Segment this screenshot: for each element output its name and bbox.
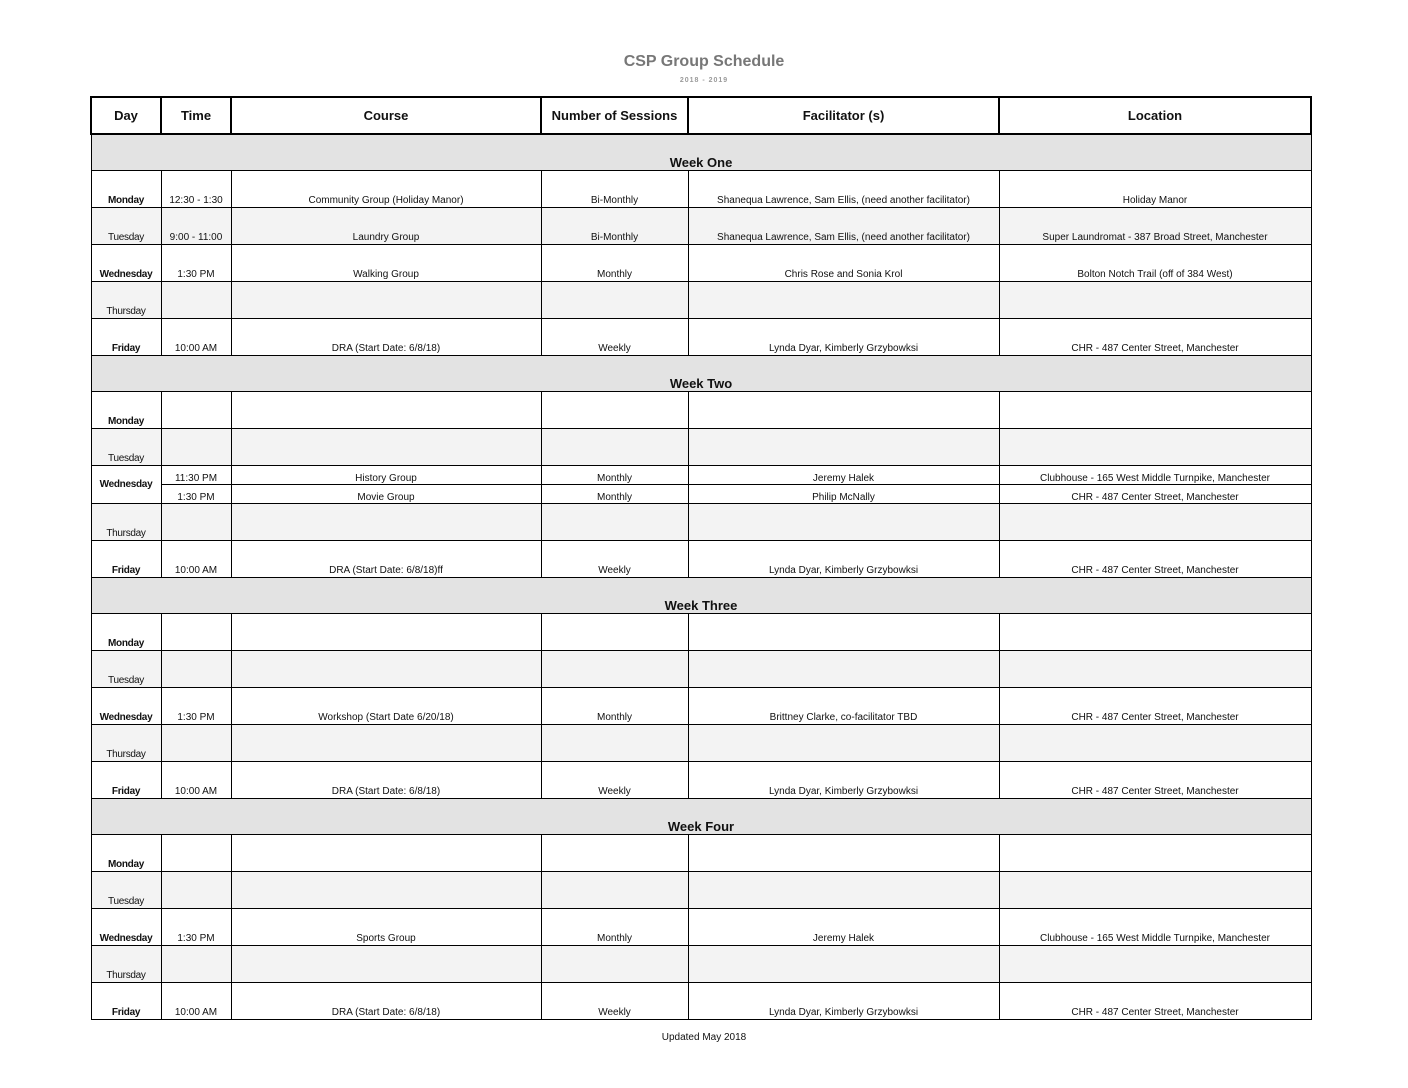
facilitator-cell: Chris Rose and Sonia Krol [688, 245, 999, 282]
week-header [91, 578, 1311, 614]
sessions-cell: Monthly [541, 466, 688, 485]
week-title: Week Three [91, 578, 1311, 614]
day-cell: Tuesday [91, 429, 161, 466]
location-cell [999, 614, 1311, 651]
sessions-cell [541, 614, 688, 651]
course-cell: History Group [231, 466, 541, 485]
course-cell: DRA (Start Date: 6/8/18) [231, 983, 541, 1020]
table-row [91, 392, 1311, 429]
time-cell [161, 872, 231, 909]
sessions-cell [541, 872, 688, 909]
week-header [91, 134, 1311, 171]
course-cell [231, 282, 541, 319]
day-cell: Tuesday [91, 208, 161, 245]
location-cell: CHR - 487 Center Street, Manchester [999, 762, 1311, 799]
day-cell: Friday [91, 319, 161, 356]
location-cell: CHR - 487 Center Street, Manchester [999, 485, 1311, 504]
day-cell: Tuesday [91, 872, 161, 909]
header-time: Time [161, 97, 231, 134]
course-cell [231, 872, 541, 909]
course-cell: Sports Group [231, 909, 541, 946]
sessions-cell [541, 835, 688, 872]
table-row [91, 282, 1311, 319]
location-cell [999, 835, 1311, 872]
facilitator-cell [688, 725, 999, 762]
location-cell [999, 651, 1311, 688]
header-course: Course [231, 97, 541, 134]
sessions-cell [541, 504, 688, 541]
sessions-cell: Weekly [541, 319, 688, 356]
sessions-cell: Monthly [541, 245, 688, 282]
time-cell [161, 429, 231, 466]
updated-footer: Updated May 2018 [661, 1032, 747, 1043]
header-day: Day [91, 97, 161, 134]
sessions-cell: Weekly [541, 541, 688, 578]
facilitator-cell [688, 282, 999, 319]
table-row [91, 946, 1311, 983]
course-cell: Workshop (Start Date 6/20/18) [231, 688, 541, 725]
table-row [91, 466, 1311, 485]
day-cell: Monday [91, 835, 161, 872]
location-cell: Bolton Notch Trail (off of 384 West) [999, 245, 1311, 282]
table-row [91, 429, 1311, 466]
week-header [91, 356, 1311, 392]
sessions-cell [541, 282, 688, 319]
time-cell: 1:30 PM [161, 909, 231, 946]
day-cell: Tuesday [91, 651, 161, 688]
table-row [91, 208, 1311, 245]
facilitator-cell: Brittney Clarke, co-facilitator TBD [688, 688, 999, 725]
table-row [91, 762, 1311, 799]
time-cell [161, 725, 231, 762]
facilitator-cell: Lynda Dyar, Kimberly Grzybowksi [688, 983, 999, 1020]
table-row [91, 614, 1311, 651]
facilitator-cell: Lynda Dyar, Kimberly Grzybowksi [688, 541, 999, 578]
facilitator-cell [688, 614, 999, 651]
facilitator-cell: Shanequa Lawrence, Sam Ellis, (need another facilitator) [688, 208, 999, 245]
header-row [91, 97, 1311, 134]
facilitator-cell [688, 651, 999, 688]
time-cell [161, 651, 231, 688]
week-title: Week Four [91, 799, 1311, 835]
location-cell: CHR - 487 Center Street, Manchester [999, 541, 1311, 578]
location-cell: Holiday Manor [999, 171, 1311, 208]
course-cell: Movie Group [231, 485, 541, 504]
course-cell: Laundry Group [231, 208, 541, 245]
location-cell: Clubhouse - 165 West Middle Turnpike, Manchester [999, 909, 1311, 946]
week-title: Week One [91, 134, 1311, 171]
facilitator-cell [688, 429, 999, 466]
course-cell: Walking Group [231, 245, 541, 282]
table-row [91, 541, 1311, 578]
table-row [91, 872, 1311, 909]
table-row [91, 319, 1311, 356]
day-cell: Wednesday [91, 466, 161, 504]
location-cell [999, 282, 1311, 319]
time-cell [161, 614, 231, 651]
facilitator-cell: Lynda Dyar, Kimberly Grzybowksi [688, 319, 999, 356]
time-cell: 11:30 PM [161, 466, 231, 485]
location-cell: CHR - 487 Center Street, Manchester [999, 319, 1311, 356]
day-cell: Wednesday [91, 688, 161, 725]
course-cell [231, 835, 541, 872]
time-cell [161, 282, 231, 319]
table-row [91, 504, 1311, 541]
time-cell: 1:30 PM [161, 485, 231, 504]
facilitator-cell: Jeremy Halek [688, 909, 999, 946]
location-cell: CHR - 487 Center Street, Manchester [999, 983, 1311, 1020]
table-row [91, 725, 1311, 762]
time-cell [161, 392, 231, 429]
facilitator-cell [688, 504, 999, 541]
course-cell [231, 504, 541, 541]
facilitator-cell: Philip McNally [688, 485, 999, 504]
course-cell [231, 392, 541, 429]
time-cell: 10:00 AM [161, 541, 231, 578]
table-row [91, 835, 1311, 872]
day-cell: Monday [91, 392, 161, 429]
facilitator-cell [688, 835, 999, 872]
day-cell: Monday [91, 171, 161, 208]
location-cell [999, 725, 1311, 762]
time-cell: 1:30 PM [161, 688, 231, 725]
course-cell [231, 429, 541, 466]
week-header [91, 799, 1311, 835]
location-cell: Super Laundromat - 387 Broad Street, Manchester [999, 208, 1311, 245]
location-cell [999, 504, 1311, 541]
course-cell [231, 651, 541, 688]
table-row [91, 171, 1311, 208]
sessions-cell [541, 429, 688, 466]
table-row [91, 688, 1311, 725]
sessions-cell: Bi-Monthly [541, 171, 688, 208]
facilitator-cell: Jeremy Halek [688, 466, 999, 485]
header-sessions: Number of Sessions [541, 97, 688, 134]
sessions-cell [541, 946, 688, 983]
location-cell: CHR - 487 Center Street, Manchester [999, 688, 1311, 725]
week-title: Week Two [91, 356, 1311, 392]
day-cell: Monday [91, 614, 161, 651]
sessions-cell: Monthly [541, 688, 688, 725]
day-cell: Thursday [91, 946, 161, 983]
day-cell: Wednesday [91, 245, 161, 282]
time-cell: 10:00 AM [161, 762, 231, 799]
time-cell: 9:00 - 11:00 [161, 208, 231, 245]
course-cell: DRA (Start Date: 6/8/18)ff [231, 541, 541, 578]
facilitator-cell [688, 872, 999, 909]
facilitator-cell: Shanequa Lawrence, Sam Ellis, (need another facilitator) [688, 171, 999, 208]
day-cell: Thursday [91, 504, 161, 541]
schedule-subtitle: 2018 - 2019 [679, 77, 729, 84]
location-cell [999, 429, 1311, 466]
course-cell: DRA (Start Date: 6/8/18) [231, 762, 541, 799]
table-row [91, 245, 1311, 282]
table-row [91, 485, 1311, 504]
time-cell: 1:30 PM [161, 245, 231, 282]
location-cell [999, 872, 1311, 909]
course-cell [231, 725, 541, 762]
facilitator-cell [688, 392, 999, 429]
location-cell: Clubhouse - 165 West Middle Turnpike, Manchester [999, 466, 1311, 485]
sessions-cell: Bi-Monthly [541, 208, 688, 245]
header-location: Location [999, 97, 1311, 134]
day-cell: Thursday [91, 725, 161, 762]
course-cell [231, 946, 541, 983]
time-cell: 10:00 AM [161, 983, 231, 1020]
location-cell [999, 392, 1311, 429]
location-cell [999, 946, 1311, 983]
time-cell [161, 946, 231, 983]
sessions-cell: Monthly [541, 485, 688, 504]
day-cell: Friday [91, 983, 161, 1020]
facilitator-cell: Lynda Dyar, Kimberly Grzybowksi [688, 762, 999, 799]
sessions-cell: Weekly [541, 983, 688, 1020]
schedule-table [90, 96, 1312, 1020]
course-cell [231, 614, 541, 651]
table-row [91, 651, 1311, 688]
day-cell: Friday [91, 541, 161, 578]
time-cell [161, 835, 231, 872]
time-cell: 12:30 - 1:30 [161, 171, 231, 208]
header-facilitator: Facilitator (s) [688, 97, 999, 134]
sessions-cell [541, 651, 688, 688]
sessions-cell [541, 392, 688, 429]
day-cell: Friday [91, 762, 161, 799]
schedule-title: CSP Group Schedule [623, 53, 785, 70]
table-row [91, 983, 1311, 1020]
sessions-cell: Monthly [541, 909, 688, 946]
course-cell: Community Group (Holiday Manor) [231, 171, 541, 208]
sessions-cell [541, 725, 688, 762]
facilitator-cell [688, 946, 999, 983]
sessions-cell: Weekly [541, 762, 688, 799]
time-cell [161, 504, 231, 541]
day-cell: Wednesday [91, 909, 161, 946]
table-row [91, 909, 1311, 946]
course-cell: DRA (Start Date: 6/8/18) [231, 319, 541, 356]
day-cell: Thursday [91, 282, 161, 319]
time-cell: 10:00 AM [161, 319, 231, 356]
